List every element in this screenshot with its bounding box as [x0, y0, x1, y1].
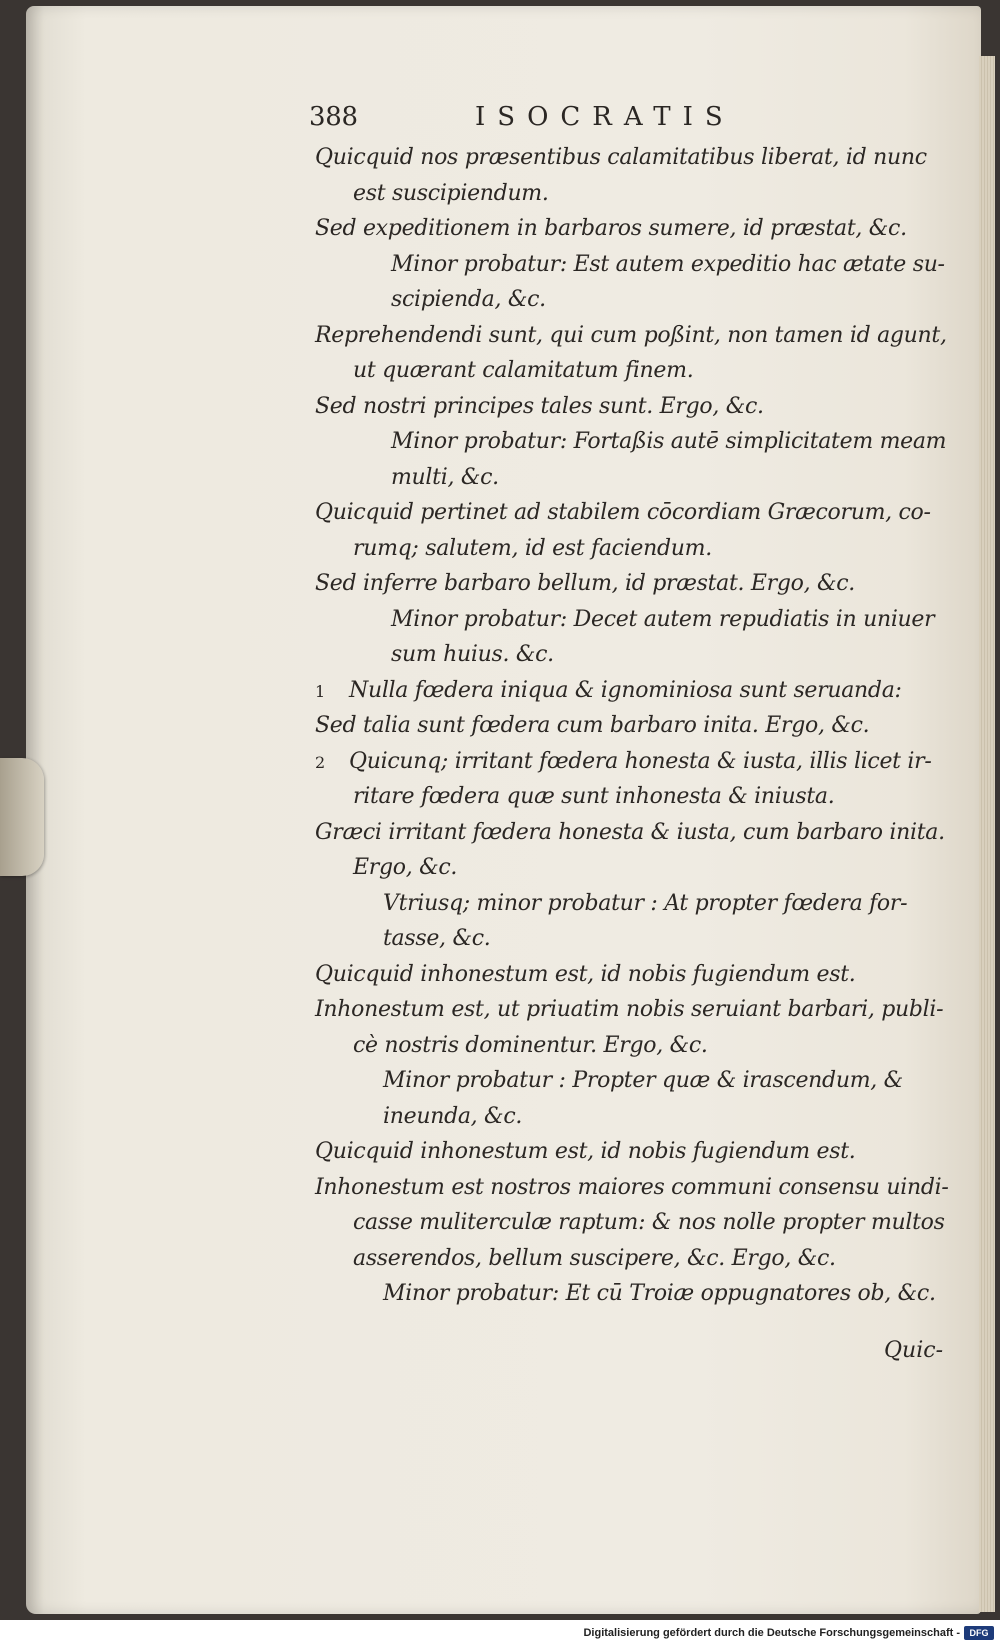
line-text: tasse, &c. [383, 926, 491, 951]
page-edges [979, 56, 995, 1612]
text-line [315, 176, 955, 212]
text-block [309, 96, 955, 1312]
line-text: Sed nostri principes tales sunt. Ergo, &c. [315, 393, 764, 419]
page-clip [0, 758, 44, 876]
line-text: sum huius. &c. [391, 642, 554, 667]
text-line [315, 566, 955, 602]
text-line [315, 921, 955, 957]
line-text: Reprehendendi sunt, qui cum poßint, non tamen id agunt, [315, 322, 947, 348]
line-text: Sed expeditionem in barbaros sumere, id præstat, &c. [315, 216, 907, 241]
line-text: est suscipiendum. [353, 180, 549, 206]
line-text: Quicquid pertinet ad stabilem cōcordiam Græcorum, co- [315, 500, 931, 525]
line-text: Ergo, &c. [353, 855, 458, 880]
text-line [315, 1063, 955, 1099]
running-head [309, 96, 955, 138]
text-line [315, 850, 955, 886]
text-line [315, 1276, 955, 1312]
text-line [315, 637, 955, 673]
line-text: Vtriusq; minor probatur : At propter fœdera for- [383, 890, 908, 916]
line-number: 2 [315, 752, 325, 772]
text-line [315, 389, 955, 425]
running-title: ISOCRATIS [475, 102, 735, 132]
text-line [315, 992, 955, 1028]
line-text: Minor probatur: Est autem expeditio hac ætate su- [391, 251, 945, 277]
line-text: Quicquid nos præsentibus calamitatibus liberat, id nunc [315, 145, 927, 170]
text-line [315, 1241, 955, 1277]
line-text: ineunda, &c. [383, 1103, 523, 1129]
line-text: multi, &c. [391, 464, 499, 490]
text-line [315, 815, 955, 851]
line-text: Græci irritant fœdera honesta & iusta, cum barbaro inita. [315, 819, 945, 845]
text-line [315, 744, 955, 780]
line-text: Sed inferre barbaro bellum, id præstat. Ergo, &c. [315, 571, 855, 596]
text-line [315, 708, 955, 744]
line-text: Minor probatur: Decet autem repudiatis in uniuer [391, 606, 935, 632]
line-text: Nulla fœdera iniqua & ignominiosa sunt seruanda: [349, 677, 902, 703]
footer-bar [0, 1622, 1000, 1646]
text-line [315, 531, 955, 567]
text-line [315, 779, 955, 815]
line-text: Minor probatur: Et cū Troiæ oppugnatores ob, &c. [383, 1281, 936, 1306]
text-line [315, 353, 955, 389]
catchword: Quic- [884, 1338, 943, 1363]
line-text: cè nostris dominentur. Ergo, &c. [353, 1032, 708, 1058]
text-line [315, 424, 955, 460]
text-line [315, 886, 955, 922]
page-number: 388 [309, 102, 358, 132]
line-text: Inhonestum est nostros maiores communi consensu uindi- [315, 1174, 949, 1200]
text-line [315, 282, 955, 318]
text-line [315, 495, 955, 531]
text-line [315, 460, 955, 496]
line-text: Sed talia sunt fœdera cum barbaro inita. Ergo, &c. [315, 713, 870, 738]
text-lines [315, 140, 955, 1312]
line-text: asserendos, bellum suscipere, &c. Ergo, &c. [353, 1245, 836, 1271]
line-number: 1 [315, 681, 325, 701]
line-text: casse muliterculæ raptum: & nos nolle propter multos [353, 1210, 945, 1235]
footer-text: Digitalisierung gefördert durch die Deutsche Forschungsgemeinschaft - [583, 1627, 960, 1639]
text-line [315, 211, 955, 247]
line-text: scipienda, &c. [391, 287, 546, 312]
line-text: ut quærant calamitatum finem. [353, 358, 694, 383]
text-line [315, 673, 955, 709]
text-line [315, 1170, 955, 1206]
text-line [315, 1099, 955, 1135]
text-line [315, 602, 955, 638]
line-text: Inhonestum est, ut priuatim nobis seruiant barbari, publi- [315, 997, 944, 1022]
line-text: Quicquid inhonestum est, id nobis fugiendum est. [315, 961, 856, 987]
line-text: Minor probatur: Fortaßis autē simplicitatem meam [391, 429, 947, 454]
dfg-logo-icon: DFG [964, 1626, 994, 1640]
text-line [315, 140, 955, 176]
line-text: ritare fœdera quæ sunt inhonesta & iniusta. [353, 784, 835, 809]
text-line [315, 1134, 955, 1170]
text-line [315, 247, 955, 283]
text-line [315, 318, 955, 354]
line-text: Quicunq; irritant fœdera honesta & iusta, illis licet ir- [349, 748, 932, 774]
line-text: rumq; salutem, id est faciendum. [353, 535, 712, 561]
text-line [315, 1205, 955, 1241]
line-text: Minor probatur : Propter quæ & irascendum, & [383, 1068, 903, 1093]
text-line [315, 1028, 955, 1064]
text-line [315, 957, 955, 993]
line-text: Quicquid inhonestum est, id nobis fugiendum est. [315, 1139, 856, 1164]
